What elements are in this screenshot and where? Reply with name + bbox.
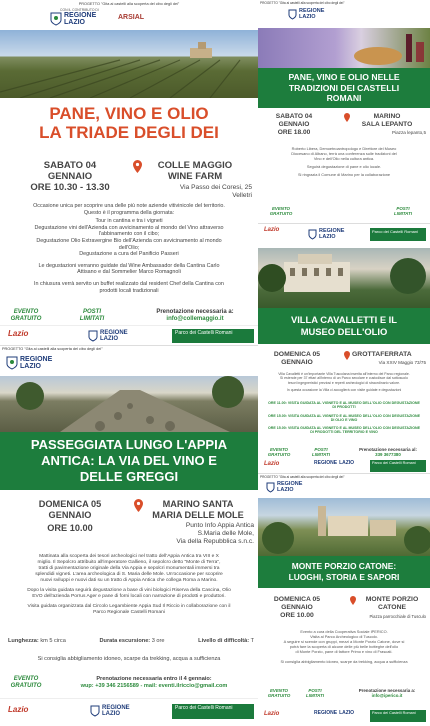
card3-image [258,248,430,308]
card5-footer-lazio-logo: Lazio [264,711,280,717]
card1-hours: ORE 10.30 - 13.30 [30,182,110,193]
card3-regione-logo [308,229,344,240]
card5-p4: potrà fare la scoperta di alcune delle più belle botteghe dell'olio [289,643,399,649]
card1-title-line2: LA TRIADE DEGLI DEI [39,123,219,142]
card3-lazio-word: LAZIO [319,233,336,240]
card5-prenotazione-label: Prenotazione necessaria a: [358,688,416,693]
card2-date [262,113,326,136]
card5-address: Piazza parrocchiale di Tusculo [369,614,426,619]
card2-description [262,147,426,178]
card4-footer [0,698,258,725]
card2-evento-badge [266,206,296,216]
card4-p9: Parco Regionale Castelli Romani [93,610,165,615]
card1-p11: In chiusura verrà servito un buffet realizzato dal resident Chef della Cantina con [34,280,224,287]
card1-p8: Degustazione a cura del Panificio Passeri [79,251,179,258]
card1-footer [0,325,258,346]
card4-evento-badge [6,676,46,690]
card4-month: GENNAIO [48,510,92,520]
card1-prenotazione-label: Prenotazione necessaria a: [156,309,234,315]
card4-day: DOMENICA 05 [38,499,102,509]
card2-title-line2: TRADIZIONI DEI CASTELLI [288,82,400,93]
card3-footer-regione [314,461,354,466]
lazio-word: LAZIO [64,19,85,26]
card3-title-band [258,308,430,344]
card3-evento: EVENTO [270,447,288,452]
card4-p1: Mattinata alla scoperta dei tesori archeologici nel tratto dell'Appia Antica tra VIII e X [39,554,219,559]
card2-shield-icon [288,9,297,20]
card4-gratuito: GRATUITO [10,683,42,689]
card1-limitati: LIMITATI [79,316,105,322]
progetto-label: PROGETTO "Gita ai castelli alla scoperta del cibo degli dei" [78,2,180,6]
card3-posti-badge [306,447,336,457]
card1-p4: Degustazione vini dell'Azienda con avvicinamento al mondo del Vino attraverso [34,224,224,231]
card4-footer-lazio-logo: Lazio [8,705,29,714]
card5-footer-regione [314,711,354,716]
card4-difficulty [198,638,254,644]
card5-p1: Evento a cura della Cooperativa Sociale IPERICO. [300,629,388,634]
card2-place-line1: MARINO [373,113,401,120]
card3-address: Via XXIV Maggio 73/75 [378,360,426,365]
card3-prenotazione [348,447,428,457]
card-triade [0,0,258,345]
regione-lazio-logo [50,12,96,26]
card-appia-antica [0,345,258,726]
card5-hours: ORE 10.00 [280,612,314,619]
card2-evento: EVENTO [272,206,290,211]
card5-footer-lazio-word: LAZIO [339,710,355,716]
card3-schedule [268,401,420,435]
card3-footer [258,459,430,474]
card5-place [358,596,426,612]
card3-p4: In questa occasione la Villa ci accoglierà con visite guidate e degustazioni [286,387,402,392]
card4-place-line1: MARINO SANTA [162,499,234,509]
card2-progetto: PROGETTO "Gita ai castelli alla scoperta del cibo degli dei" [260,1,345,5]
card5-regione-word: REGIONE [277,481,303,487]
card4-regione-word: REGIONE [20,356,53,363]
card5-shield-icon [266,482,275,493]
card1-place-line2: WINE FARM [167,171,223,182]
card2-regione-logo [288,9,324,20]
footer-lazio-word: LAZIO [100,336,118,342]
card2-p4: Seguirà degustazione di pane e olio locale. [306,163,382,169]
card2-lazio-word: LAZIO [299,13,316,20]
card1-p10: Attisano e dal Sommelier Marco Romagnoli [77,269,181,276]
card5-title-line1: MONTE PORZIO CATONE: [291,561,397,571]
card-tradizioni [258,0,430,223]
card3-footer-lazio-word: LAZIO [339,460,355,466]
card1-title [0,104,258,142]
card5-pin-icon [350,596,356,605]
card1-p2: Questo è il programma della giornata: [83,209,175,216]
card3-parco-logo: Parco dei Castelli Romani [370,228,426,241]
card5-posti: POSTI [308,688,322,693]
card5-footer-regione-word: REGIONE [314,710,338,716]
card4-title-line1: PASSEGGIATA LUNGO L'APPIA [30,437,228,452]
footer-regione-logo [88,330,128,342]
card5-limitati: LIMITATI [306,693,324,698]
card4-place [140,499,256,521]
card5-prenotazione [346,688,428,698]
card4-advice: Si consiglia abbigliamento idoneo, scarpe da trekking, acqua a sufficienza [37,656,221,662]
card3-footer-regione-word: REGIONE [314,460,338,466]
card4-lazio-word: LAZIO [20,363,41,370]
card1-title-line1: PANE, VINO E OLIO [49,104,209,123]
card5-title-line2: LUOGHI, STORIA E SAPORI [288,571,400,582]
card3-place: GROTTAFERRATA [352,351,412,358]
card2-place [352,113,422,129]
card3-p1: Villa Cavalletti è un'importante Villa Tuscolana inserita all'interno del Parco regionale. [278,372,410,376]
card1-date [20,160,120,193]
card4-footer-shield-icon [90,705,100,717]
card4-footer-regione [90,705,130,717]
card1-month: GENNAIO [47,171,93,182]
card1-prenotazione [135,309,255,323]
contributo-label: CON IL CONTRIBUTO DI [60,8,99,12]
card3-phone-link[interactable]: 339 3677380 [375,452,401,458]
card5-progetto: PROGETTO "Gita ai castelli alla scoperta del cibo degli dei" [260,475,345,479]
card2-p5: Si ringrazia il Comune di Marino per la collaborazione [297,171,391,177]
card4-stats [8,638,254,644]
card1-address [140,184,252,200]
card3-header [258,224,430,248]
card1-p9: Le degustazioni verranno guidate dal Wine Ambassador della Cantina Carlo [38,262,220,269]
card2-limitati: LIMITATI [394,211,412,216]
card1-city: Velletri [232,192,252,199]
card3-footer-lazio-logo: Lazio [264,461,280,467]
lavender-bread-wine-icon [258,28,430,68]
card4-p7: EVO dell'azienda Porrus Ager e pane di forni locali con narrazione di prodotti e produttori. [32,594,226,599]
card4-title-line3: DELLE GREGGI [79,469,179,484]
card4-date [20,499,120,534]
card2-place-line2: SALA LEPANTO [361,120,413,128]
card2-title-line3: ROMANI [326,93,362,103]
card2-p3: Vino e dell'Olio nella cultura antica. [313,155,375,161]
vineyard-image [0,30,258,98]
card3-limitati: LIMITATI [312,452,330,457]
card4-title-band [0,432,258,490]
card5-lazio-word: LAZIO [277,486,294,493]
card4-p8: Visita guidata organizzata dal Circolo Legambiente Appia Sud Il Riccio in collaborazione con il [27,604,231,609]
card5-p5: di Monte Porzio, pane di fattore Primo e vino di Frascati. [295,648,393,654]
card5-regione-logo [266,482,302,493]
hilltown-icon [258,498,430,556]
card4-place-line2: MARIA DELLE MOLE [152,510,244,520]
card4-header [0,346,258,378]
card5-month: GENNAIO [281,604,313,611]
card4-regione-logo [6,356,52,370]
card2-gratuito: GRATUITO [269,211,293,216]
card2-day: SABATO 04 [275,113,313,120]
card4-footer-regione-word: REGIONE [102,705,130,711]
card5-email-link[interactable]: info@iperico.it [371,693,403,699]
card-monte-porzio [258,473,430,726]
card2-address: Piazza lepanto,5 [392,130,426,135]
card5-day: DOMENICA 05 [273,596,321,603]
card2-posti-badge [388,206,418,216]
card-villa-cavalletti [258,223,430,474]
card1-p3: Tour in cantina e tra i vigneti [95,218,163,225]
card1-description [4,203,254,294]
card2-month: GENNAIO [278,120,310,128]
card5-date [262,596,332,620]
card4-address-line2: S.Maria delle Mole, [197,529,254,537]
card5-image [258,498,430,556]
card2-p1: Roberto Libera, Demoetnoantropologo e Direttore del Museo [291,146,397,151]
card3-month: GENNAIO [281,359,313,366]
card5-description [262,630,426,664]
card5-place-line2: CATONE [377,604,407,611]
card4-p3: tratti di pavimentazione originale della Via Appia e sepolcri monumentali immersi tra [38,566,220,571]
card1-p7: dell'Olio; [118,244,140,251]
card2-image [258,28,430,68]
card4-length-value: km 5 circa [40,638,66,644]
card1-p6: Degustazione Olio Extravergine Bio dell'Azienda con avvicinamento al mondo [36,237,222,244]
card4-difficulty-value: T [250,638,254,644]
card3-prenotazione-label: Prenotazione necessaria al: [359,447,417,452]
card4-duration-value: 3 ore [151,638,165,644]
card3-pin-icon [344,351,350,360]
card3-p2: Si estende per 37 ettari all'interno di un Parco secolare e custodisce dal sottosuolo [280,376,408,381]
card4-p5: nuovi sviluppi e nuovi dati su un tratto di Appia Antica che collega Roma a Marino. [40,578,218,583]
card2-header [258,0,430,30]
villa-building-icon [258,248,430,308]
card4-title-line2: ANTICA: LA VIA DEL VINO E [41,453,217,468]
card4-contact-link[interactable]: wup: +39 346 2156589 - mail: eventi.ilriccio@gmail.com [80,683,228,689]
card5-evento: EVENTO [270,688,288,693]
location-pin-icon [133,160,142,173]
card4-length [8,638,66,644]
vineyard-rows-icon [0,30,258,98]
card1-p1: Occasione unica per scoprire una delle più note aziende vitivinicole del territorio. [33,203,225,209]
card5-title-band [258,556,430,588]
card1-evento: EVENTO [13,309,39,315]
card5-footer [258,708,430,725]
arsial-logo: ARSIAL [118,14,145,21]
card4-address-line3: Via della Repubblica s.n.c. [176,537,254,545]
card2-title-line1: PANE, VINO E OLIO NELLE [288,72,400,82]
card3-date [262,351,332,367]
card2-pin-icon [344,113,350,122]
ancient-road-icon [0,376,258,432]
card2-p2: Diocesano di Albano, terrà una conferenza sulle tradizioni del [291,150,397,156]
card2-regione-word: REGIONE [299,8,325,14]
card3-gratuito: GRATUITO [267,452,291,457]
card4-evento: EVENTO [13,676,39,682]
card1-gratuito: GRATUITO [10,316,42,322]
card3-slot3: ORE 15.00: VISITA GUIDATA AL VIGNETO E AL MUSEO DELL'OLIO CON DEGUSTAZIONE DI PRODOTTI DEL TERRITORIO E VINO [268,426,421,435]
card4-length-label: Lunghezza: [8,638,39,644]
card4-difficulty-label: Livello di difficoltà: [198,638,250,644]
footer-shield-icon [88,330,98,342]
card4-footer-lazio-word: LAZIO [102,711,120,717]
lazio-tourism-logo: Lazio [8,329,29,338]
card3-footer-parco: Parco dei Castelli Romani [370,460,426,472]
card2-hours: ORE 18.00 [277,128,311,136]
card3-lazio-logo: Lazio [264,227,280,233]
card2-posti: POSTI [396,206,410,211]
card4-duration [100,638,165,644]
card3-posti: POSTI [314,447,328,452]
card3-title-line1: VILLA CAVALLETTI E IL [290,314,398,325]
card5-place-line1: MONTE PORZIO [365,596,419,603]
card3-title-line2: MUSEO DELL'OLIO [300,325,388,337]
card4-address [140,522,254,545]
footer-regione-word: REGIONE [100,330,128,336]
card1-evento-badge [6,309,46,323]
card3-regione-word: REGIONE [319,228,345,234]
parco-logo: Parco dei Castelli Romani [172,329,254,343]
card3-shield-icon [308,229,317,240]
card4-p4: splendidi vigneti. L'area archeologica di S. Maria delle Mole. Un'occasione per scoprire [35,572,223,577]
card1-p5: l'abbinamento con il cibo; [98,231,160,238]
card3-slot1: ORE 11.00: VISITA GUIDATA AL VIGNETO E AL MUSEO DELL'OLIO CON DEGUSTAZIONE DI PRODOTTI [268,401,420,410]
card4-duration-label: Durata escursione: [99,638,151,644]
card1-posti-badge [72,309,112,323]
card2-title-band [258,68,430,108]
card1-place [145,160,245,182]
appia-road-image [0,376,258,432]
card1-day: SABATO 04 [43,160,97,171]
card4-prenotazione-label: Prenotazione necessaria entro il 4 gennaio: [96,676,212,682]
card4-footer-parco: Parco dei Castelli Romani [172,704,254,719]
card4-hours: ORE 10.00 [47,523,93,533]
card4-description [3,554,255,616]
card4-address-line1: Punto Info Appia Antica [185,522,254,529]
card5-p2: Visita al Parco Archeologico di Tuscolo. [310,633,378,639]
card3-day: DOMENICA 05 [273,351,321,358]
card4-progetto: PROGETTO "Gita ai castelli alla scoperta del cibo degli dei" [2,347,103,351]
card4-p2: miglio. Il Sepolcro attribuito all'imperatore Gallieno, il sepolcro detto "Monte di Terra", [37,560,221,565]
card4-p6: Dopo la visita guidata seguirà degustazione a base di vini biologici Riserva della Cascina, Olio [27,588,231,593]
card3-evento-badge [264,447,294,457]
card5-footer-parco: Parco dei Castelli Romani [370,710,426,722]
card1-street: Via Passo dei Coresi, 25 [179,184,252,191]
card5-gratuito: GRATUITO [267,693,291,698]
card1-email-link[interactable]: info@collemaggio.it [166,316,224,322]
card1-p12: prodotti locali tradizionali [99,287,159,294]
card4-shield-icon [6,356,18,370]
regione-shield-icon [50,12,62,26]
card5-p3: A seguire si scende con gruppi, mezzi a Monte Porzio Catone, dove si [283,638,405,644]
card4-prenotazione [54,676,254,690]
card5-posti-badge [300,688,330,698]
card1-posti: POSTI [82,309,101,315]
card3-slot2: ORE 15.00: VISITA GUIDATA AL VIGNETO E AL MUSEO DELL'OLIO CON DEGUSTAZIONE DI OLIO E VINO [268,413,421,422]
card5-evento-badge [264,688,294,698]
card3-p3: tesori ingegneristici preziosi e reperti archeologici di straordinario valore. [287,380,401,385]
card5-p6: Si consiglia abbigliamento idoneo, scarpe da trekking, acqua a sufficienza [280,658,408,664]
regione-word: REGIONE [64,12,97,19]
card3-description [261,372,427,392]
card1-place-line1: COLLE MAGGIO [157,160,233,171]
